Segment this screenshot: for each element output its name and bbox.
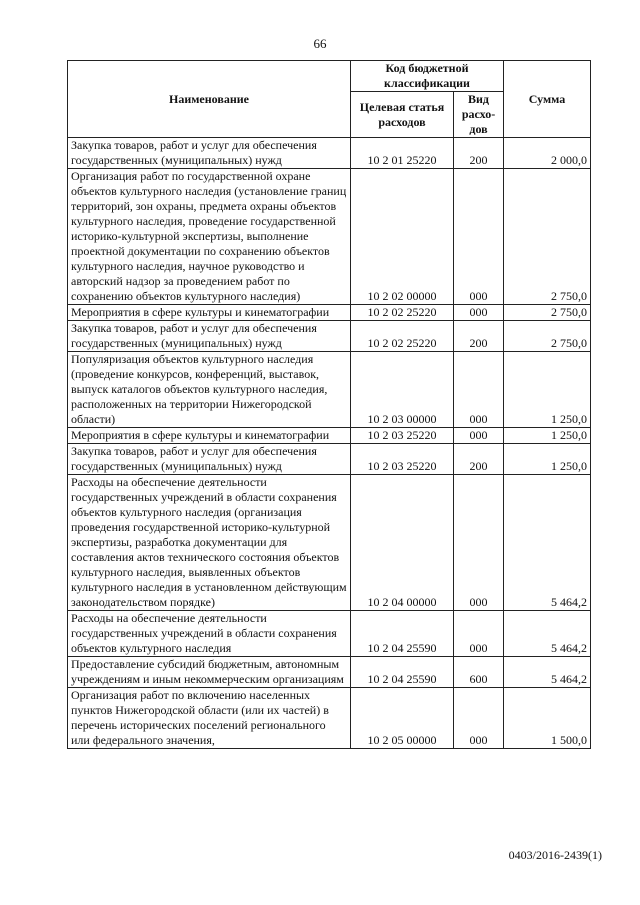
row-name: Организация работ по государственной охране объектов культурного наследия (установление границ территорий, зон охраны, предмета охраны объектов культурного наследия, проведение государственной историко-культурной экспертизы, выполнение проектной документации по сохранению объектов культурного наследия, научное руководство и авторский надзор за проведением работ по сохранению объектов культурного наследия): [68, 169, 351, 305]
table-row: [68, 657, 591, 688]
row-amount: 5 464,2: [504, 475, 591, 611]
row-amount: 5 464,2: [504, 657, 591, 688]
table-row: [68, 475, 591, 611]
row-target-article: 10 2 03 25220: [351, 444, 454, 475]
header-expense-type: Вид расхо-дов: [454, 92, 504, 138]
row-target-article: 10 2 04 00000: [351, 475, 454, 611]
row-name: Расходы на обеспечение деятельности государственных учреждений в области сохранения объектов культурного наследия: [68, 611, 351, 657]
row-target-article: 10 2 02 25220: [351, 305, 454, 321]
table-row: [68, 305, 591, 321]
row-name: Предоставление субсидий бюджетным, автономным учреждениям и иным некоммерческим организациям: [68, 657, 351, 688]
row-expense-type: 000: [454, 688, 504, 749]
row-name: Популяризация объектов культурного наследия (проведение конкурсов, конференций, выставок, выпуск каталогов объектов культурного наследия, расположенных на территории Нижегородской области): [68, 352, 351, 428]
table-row: [68, 611, 591, 657]
row-expense-type: 000: [454, 305, 504, 321]
document-number: 0403/2016-2439(1): [508, 848, 602, 862]
row-amount: 2 750,0: [504, 169, 591, 305]
row-name: Закупка товаров, работ и услуг для обеспечения государственных (муниципальных) нужд: [68, 444, 351, 475]
row-target-article: 10 2 03 00000: [351, 352, 454, 428]
header-name: Наименование: [68, 61, 351, 138]
table-row: [68, 688, 591, 749]
row-name: Закупка товаров, работ и услуг для обеспечения государственных (муниципальных) нужд: [68, 138, 351, 169]
row-expense-type: 000: [454, 475, 504, 611]
header-amount: Сумма: [504, 61, 591, 138]
row-amount: 1 250,0: [504, 352, 591, 428]
row-target-article: 10 2 02 25220: [351, 321, 454, 352]
row-target-article: 10 2 01 25220: [351, 138, 454, 169]
header-target-article: Целевая статья расходов: [351, 92, 454, 138]
table-body: [68, 138, 591, 749]
row-target-article: 10 2 04 25590: [351, 657, 454, 688]
row-name: Закупка товаров, работ и услуг для обеспечения государственных (муниципальных) нужд: [68, 321, 351, 352]
row-expense-type: 200: [454, 321, 504, 352]
row-target-article: 10 2 05 00000: [351, 688, 454, 749]
table-row: [68, 444, 591, 475]
row-name: Мероприятия в сфере культуры и кинематографии: [68, 428, 351, 444]
row-expense-type: 000: [454, 352, 504, 428]
page-number: 66: [313, 36, 327, 51]
row-amount: 2 000,0: [504, 138, 591, 169]
header-code-group: Код бюджетной классификации: [351, 61, 504, 92]
budget-table: [67, 60, 591, 749]
table-row: [68, 352, 591, 428]
row-amount: 2 750,0: [504, 305, 591, 321]
table-row: [68, 428, 591, 444]
row-name: Мероприятия в сфере культуры и кинематографии: [68, 305, 351, 321]
row-name: Расходы на обеспечение деятельности государственных учреждений в области сохранения объектов культурного наследия (организация проведения государственной историко-культурной экспертизы, разработка документации для составления актов технического состояния объектов культурного наследия, выявленных объектов культурного наследия в установленном действующим законодательством порядке): [68, 475, 351, 611]
row-name: Организация работ по включению населенных пунктов Нижегородской области (или их частей) в перечень исторических поселений регионального или федерального значения,: [68, 688, 351, 749]
row-amount: 2 750,0: [504, 321, 591, 352]
row-amount: 1 250,0: [504, 444, 591, 475]
row-expense-type: 000: [454, 611, 504, 657]
row-expense-type: 000: [454, 169, 504, 305]
row-amount: 1 500,0: [504, 688, 591, 749]
row-target-article: 10 2 03 25220: [351, 428, 454, 444]
table-row: [68, 169, 591, 305]
row-expense-type: 200: [454, 444, 504, 475]
row-expense-type: 000: [454, 428, 504, 444]
row-expense-type: 200: [454, 138, 504, 169]
table-row: [68, 321, 591, 352]
row-amount: 1 250,0: [504, 428, 591, 444]
table-row: [68, 138, 591, 169]
table-header: [68, 61, 591, 138]
row-target-article: 10 2 04 25590: [351, 611, 454, 657]
row-amount: 5 464,2: [504, 611, 591, 657]
row-target-article: 10 2 02 00000: [351, 169, 454, 305]
row-expense-type: 600: [454, 657, 504, 688]
